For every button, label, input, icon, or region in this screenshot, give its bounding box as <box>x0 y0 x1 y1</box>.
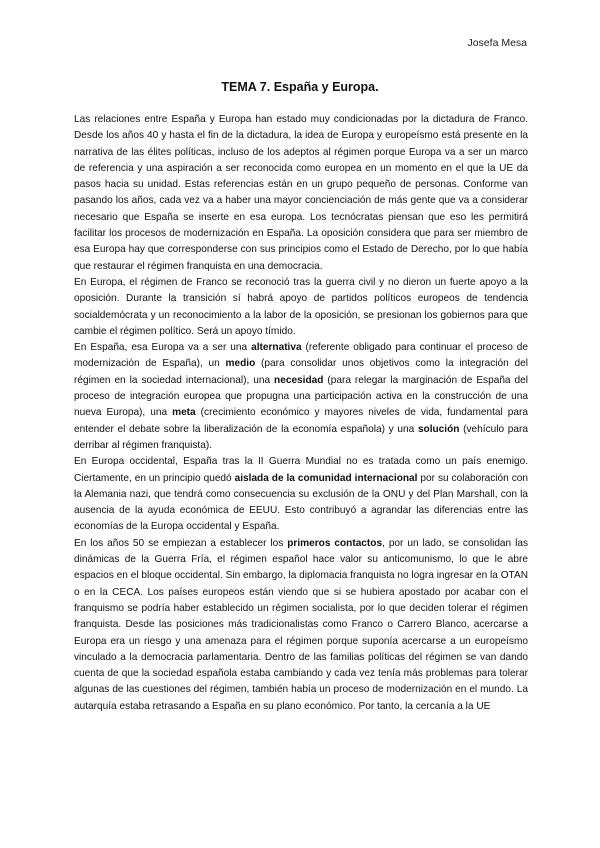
text-run: , por un lado, se consolidan las dinámicas de la Guerra Fría, el régimen español hace valor su anticomunismo, lo que le abre espacios en el bloque occidental. Sin embargo, la diplomacia franquista no logra ingresar en la OTAN o en la CECA. Los países europeos están viendo que si se hubiera apostado por acabar con el franquismo se podría haber establecido un régimen socialista, por lo que deciden tolerar el régimen franquista. Desde las posiciones más tradicionalistas como Franco o Carrero Blanco, acercarse a Europa era un riesgo y una amenaza para el régimen porque suponía acercarse a un europeísmo vinculado a la democracia parlamentaria. Dentro de las familias políticas del régimen se van dando cuenta de que la sociedad española estaba cambiando y cada vez tenía más problemas para tolerar algunas de las cuestiones del régimen, también había un proceso de modernización en el mundo. La autarquía estaba retrasando a España en su plano económico. Por tanto, la cercanía a la UE <box>74 537 528 712</box>
text-run: En Europa occidental, España tras la II Guerra Mundial no es tratada como un país enemigo. Ciertamente, en un principio quedó <box>74 456 528 484</box>
paragraph <box>74 340 528 454</box>
text-run: (vehículo para derribar al régimen franquista). <box>74 423 528 451</box>
text-run: En los años 50 se empiezan a establecer los <box>74 537 288 549</box>
bold-term: medio <box>225 358 256 370</box>
text-run: (referente obligado para continuar el proceso de modernización de España), un <box>74 342 529 370</box>
text-run: (para relegar la marginación de España del proceso de integración europea que propugna una participación activa en la construcción de una nueva Europa), una <box>74 374 528 419</box>
page-title: TEMA 7. España y Europa. <box>221 80 379 94</box>
paragraph <box>74 275 528 340</box>
bold-term: alternativa <box>251 342 302 354</box>
text-run: En Europa, el régimen de Franco se reconoció tras la guerra civil y no dieron un fuerte apoyo a la oposición. Durante la transición sí habrá apoyo de partidos políticos europeos de tendencia socialdemócrata y un reconocimiento a la labor de la oposición, se presionan los gobiernos para que cambie el régimen político. Será un apoyo tímido. <box>74 276 528 337</box>
bold-term: necesidad <box>274 374 324 386</box>
bold-term: solución <box>417 423 460 435</box>
bold-term: aislada de la comunidad internacional <box>234 472 418 484</box>
text-run: (crecimiento económico y mayores niveles de vida, fundamental para entender el debate sobre la liberalización de la economía española) y una <box>74 407 528 435</box>
document-body <box>74 112 528 715</box>
text-run: Las relaciones entre España y Europa han estado muy condicionadas por la dictadura de Franco. Desde los años 40 y hasta el fin de la dictadura, la idea de Europa y europeísmo está presente en la narrativa de las élites políticas, incluso de los adeptos al régimen porque Europa va a ser un marco de referencia y una aspiración a ser reconocida como europea en un momento en el que la UE da pasos hacia su unidad. Estas referencias están en un grupo pequeño de personas. Conforme van pasando los años, cada vez va a haber una mayor concienciación de más gente que va a considerar necesario que España se inserte en esa europa. Los tecnócratas piensan que eso les permitirá facilitar los procesos de modernización en España. La oposición considera que para ser miembro de esa Europa hay que corresponderse con sus principios como el Estado de Derecho, por lo que había que restaurar el régimen franquista en una democracia. <box>74 114 528 272</box>
bold-term: primeros contactos <box>287 537 383 549</box>
author-header: Josefa Mesa <box>467 37 527 49</box>
text-run: (para consolidar unos objetivos como la integración del régimen en la sociedad internacional), una <box>74 358 529 386</box>
paragraph <box>74 454 528 535</box>
text-run: En España, esa Europa va a ser una <box>74 342 252 354</box>
paragraph <box>74 112 528 275</box>
paragraph <box>74 536 528 715</box>
text-run: por su colaboración con la Alemania nazi, que tendrá como consecuencia su exclusión de la ONU y del Plan Marshall, con la ausencia de la ayuda económica de EEUU. Esto contribuyó a agrandar las diferencias entre las economías de la Europa occidental y España. <box>74 472 528 533</box>
bold-term: meta <box>172 407 196 419</box>
